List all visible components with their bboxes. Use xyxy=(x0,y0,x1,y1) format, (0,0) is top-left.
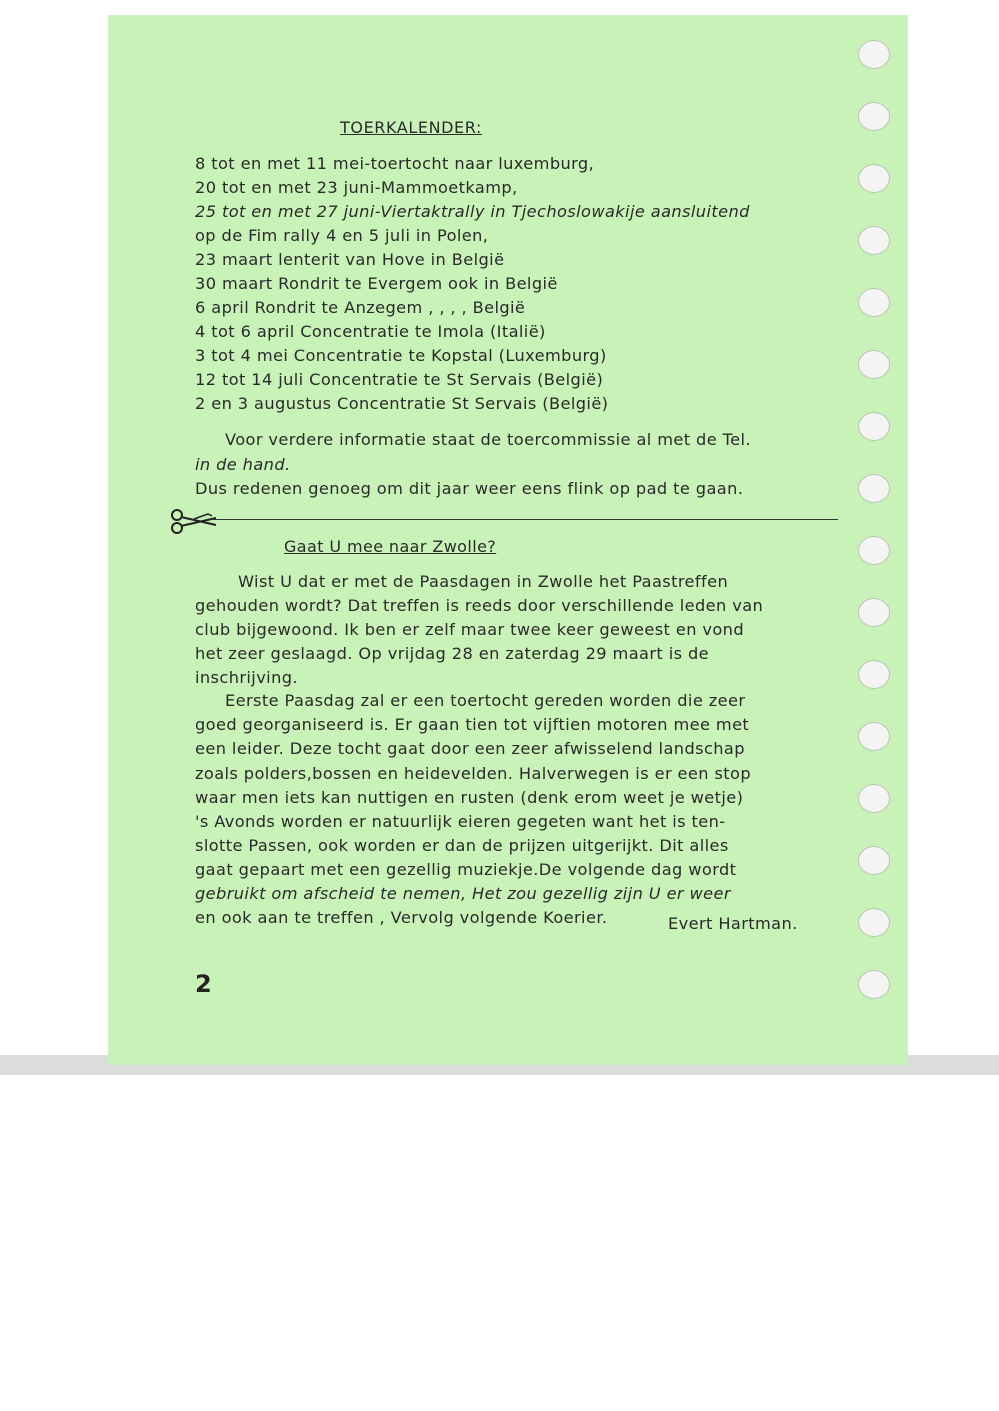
page-number: 2 xyxy=(195,970,212,998)
info-line: Voor verdere informatie staat de toercommissie al met de Tel. xyxy=(225,430,751,449)
article-line: gebruikt om afscheid te nemen, Het zou gezellig zijn U er weer xyxy=(195,884,731,903)
article-line: slotte Passen, ook worden er dan de prijzen uitgerijkt. Dit alles xyxy=(195,836,729,855)
article-line: Eerste Paasdag zal er een toertocht gereden worden die zeer xyxy=(225,691,746,710)
binder-hole xyxy=(858,40,890,69)
article-line: waar men iets kan nuttigen en rusten (denk erom weet je wetje) xyxy=(195,788,744,807)
binder-hole xyxy=(858,226,890,255)
signature: Evert Hartman. xyxy=(668,914,798,933)
binder-hole xyxy=(858,846,890,875)
cut-line xyxy=(212,519,838,520)
binder-hole xyxy=(858,722,890,751)
binder-hole xyxy=(858,784,890,813)
scissors-icon xyxy=(168,506,220,536)
calendar-item: 4 tot 6 april Concentratie te Imola (Italië) xyxy=(195,322,546,341)
calendar-item: 8 tot en met 11 mei-toertocht naar luxemburg, xyxy=(195,154,595,173)
article-line: een leider. Deze tocht gaat door een zeer afwisselend landschap xyxy=(195,739,745,758)
article-line: inschrijving. xyxy=(195,668,298,687)
binder-hole xyxy=(858,474,890,503)
calendar-item: 2 en 3 augustus Concentratie St Servais (België) xyxy=(195,394,609,413)
article-line: gehouden wordt? Dat treffen is reeds door verschillende leden van xyxy=(195,596,764,615)
binder-hole xyxy=(858,660,890,689)
calendar-item: 30 maart Rondrit te Evergem ook in België xyxy=(195,274,558,293)
info-line: in de hand. xyxy=(195,455,291,474)
calendar-item: 23 maart lenterit van Hove in België xyxy=(195,250,505,269)
article-line: gaat gepaart met een gezellig muziekje.De volgende dag wordt xyxy=(195,860,737,879)
binder-hole xyxy=(858,412,890,441)
info-line: Dus redenen genoeg om dit jaar weer eens flink op pad te gaan. xyxy=(195,479,744,498)
calendar-item: 20 tot en met 23 juni-Mammoetkamp, xyxy=(195,178,518,197)
article-line: zoals polders,bossen en heidevelden. Halverwegen is er een stop xyxy=(195,764,752,783)
binder-hole xyxy=(858,598,890,627)
article-title: Gaat U mee naar Zwolle? xyxy=(284,537,497,556)
binder-hole xyxy=(858,102,890,131)
calendar-item: op de Fim rally 4 en 5 juli in Polen, xyxy=(195,226,489,245)
calendar-item: 6 april Rondrit te Anzegem , , , , België xyxy=(195,298,526,317)
binder-hole xyxy=(858,164,890,193)
binder-hole xyxy=(858,970,890,999)
article-line: Wist U dat er met de Paasdagen in Zwolle het Paastreffen xyxy=(238,572,729,591)
binder-hole xyxy=(858,908,890,937)
binder-hole xyxy=(858,536,890,565)
calendar-item: 3 tot 4 mei Concentratie te Kopstal (Luxemburg) xyxy=(195,346,607,365)
article-line: goed georganiseerd is. Er gaan tien tot vijftien motoren mee met xyxy=(195,715,750,734)
article-line: club bijgewoond. Ik ben er zelf maar twee keer geweest en vond xyxy=(195,620,745,639)
calendar-item: 12 tot 14 juli Concentratie te St Servais (België) xyxy=(195,370,604,389)
binder-hole xyxy=(858,288,890,317)
calendar-item: 25 tot en met 27 juni-Viertaktrally in Tjechoslowakije aansluitend xyxy=(195,202,750,221)
page-title: TOERKALENDER: xyxy=(340,118,482,137)
article-line: en ook aan te treffen , Vervolg volgende Koerier. xyxy=(195,908,608,927)
binder-hole xyxy=(858,350,890,379)
article-line: het zeer geslaagd. Op vrijdag 28 en zaterdag 29 maart is de xyxy=(195,644,710,663)
article-line: 's Avonds worden er natuurlijk eieren gegeten want het is ten- xyxy=(195,812,726,831)
